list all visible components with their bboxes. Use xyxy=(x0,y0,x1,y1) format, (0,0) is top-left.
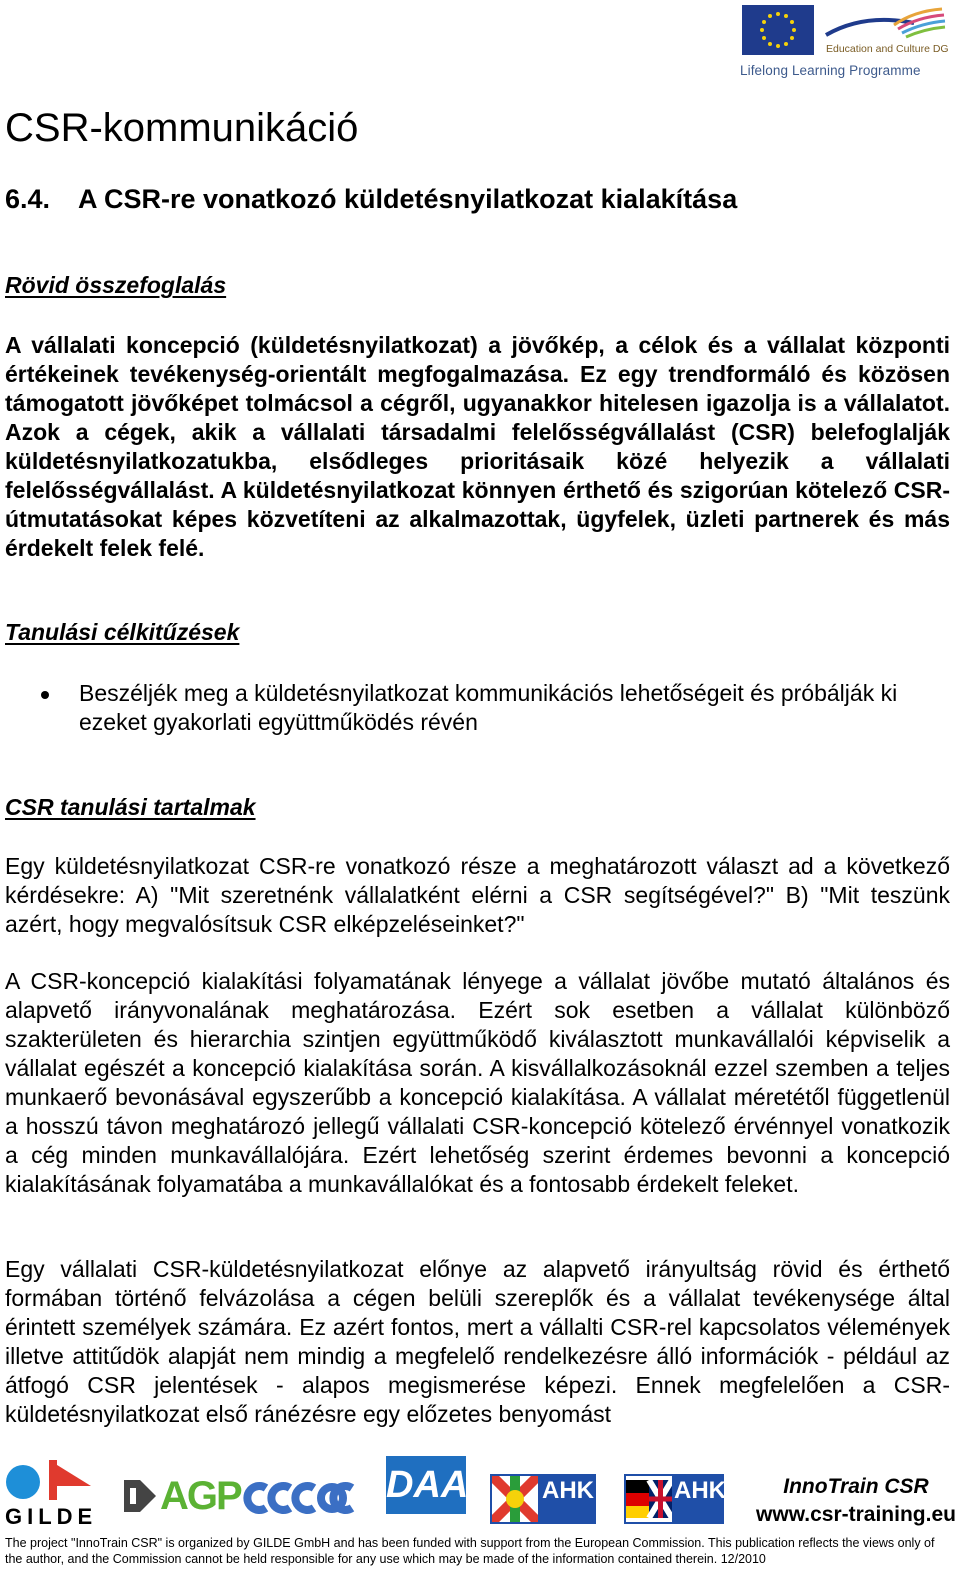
flag-icon xyxy=(626,1476,672,1522)
ahk-text-1: AHK xyxy=(542,1477,594,1504)
lifelong-learning-logo xyxy=(740,3,952,83)
section-number: 6.4. xyxy=(5,184,51,214)
footer-disclaimer: The project "InnoTrain CSR" is organized by GILDE GmbH and has been funded with support from the European Commission. This publication reflects the views only of the author, and the Commission cannot be held responsible for any use which may be made of the information contained therein. 12/2010 xyxy=(5,1536,935,1566)
agp-logo xyxy=(120,1474,241,1524)
ahk-logo-1 xyxy=(490,1474,596,1524)
gilde-text: GILDE xyxy=(5,1504,98,1529)
flag-icon xyxy=(492,1476,538,1522)
ahk-text-2: AHK xyxy=(674,1477,726,1504)
content-paragraph-2: A CSR-koncepció kialakítási folyamatának lényege a vállalat jövőbe mutató általános és alapvető irányvonalának meghatározása. Ezért sok esetben a vállalat különböző szakterületen és hierarchia szintjen együttműködő kiválasztott munkavállalói képviselik a vállalat egészét a koncepció kialakítása során. A kisvállalkozásoknál ezzel szemben a teljes munkaerő bevonásával egyszerűbb a koncepció kialakítása. A vállalat méretétől függetlenül a hosszú távon meghatározó jellegű vállalati CSR-koncepció kötelező érvénnyel vonatkozik a cég minden munkavállalójára. Ezért lehetőség szerint érdemes bevonni a koncepció kialakításának folyamatába a munkavállalókat és a fontosabb érdekelt feleket. xyxy=(5,968,950,1197)
innotrain-block xyxy=(756,1473,956,1529)
eu-flag-icon xyxy=(742,5,814,55)
list-item xyxy=(0,679,950,737)
section-title: A CSR-re vonatkozó küldetésnyilatkozat kialakítása xyxy=(78,184,738,214)
content-paragraph-3: Egy vállalati CSR-küldetésnyilatkozat előnye az alapvető irányultság rövid és érthető formában történő felvázolása a cégen belüli szereplők és a vállalat tevékenysége által érintett személyek számára. Ez azért fontos, mert a vállalti CSR-rel kapcsolatos vélemények illetve attitűdök alapját nem mindig a megfelelő rendelkezésre álló információk - például az átfogó CSR jelentések - alapos megismerése képezi. Ennek megfelelően a CSR-küldetésnyilatkozat első ránézésre egy előzetes benyomást xyxy=(5,1256,950,1427)
bullet-icon xyxy=(41,691,49,699)
summary-text: A vállalati koncepció (küldetésnyilatkozat) a jövőkép, a célok és a vállalat központi értékeinek tevékenység-orientált megfogalmazása. Ez egy trendformáló és közösen támogatott jövőképet tolmácsol a cégről, ugyanakkor hitelesen igazolja is a vállalatot. Azok a cégek, akik a vállalati társadalmi felelősségvállalást (CSR) belefoglalják küldetésnyilatkozatukba, elsődleges prioritásaik közé helyezik a vállalati felelősségvállalást. A küldetésnyilatkozat könnyen érthető és szigorúan kötelező CSR-útmutatásokat képes közvetíteni az alkalmazottak, ügyfelek, üzleti partnerek és más érdekelt felek felé. xyxy=(5,332,950,561)
innotrain-title: InnoTrain CSR xyxy=(783,1475,929,1498)
daa-logo xyxy=(386,1456,469,1514)
daa-text: DAA xyxy=(386,1464,469,1506)
content-paragraph-1: Egy küldetésnyilatkozat CSR-re vonatkozó része a meghatározott választ ad a következő kérdésekre: A) "Mit szeretnénk vállalatként elérni a CSR segítségével?" B) "Mit teszünk azért, hogy megvalósítsuk CSR elképzeléseinket?" xyxy=(5,853,950,937)
ahk-logo-2 xyxy=(624,1474,724,1524)
objective-text: Beszéljék meg a küldetésnyilatkozat kommunikációs lehetőségeit és próbálják ki ezeket gyakorlati együttműködés révén xyxy=(79,680,898,735)
document-title: CSR-kommunikáció xyxy=(5,106,359,150)
ec-swoosh-icon xyxy=(824,5,946,45)
content-heading: CSR tanulási tartalmak xyxy=(5,794,256,820)
section-heading xyxy=(5,184,737,215)
objectives-heading: Tanulási célkitűzések xyxy=(5,619,240,645)
gilde-logo xyxy=(5,1456,98,1529)
cecoa-logo xyxy=(240,1480,364,1516)
llp-label: Lifelong Learning Programme xyxy=(740,63,921,78)
objectives-list xyxy=(0,679,950,737)
ec-label: Education and Culture DG xyxy=(826,43,949,55)
summary-heading: Rövid összefoglalás xyxy=(5,272,227,298)
agp-text: AGP xyxy=(160,1474,241,1518)
innotrain-url[interactable]: www.csr-training.eu xyxy=(756,1503,956,1526)
